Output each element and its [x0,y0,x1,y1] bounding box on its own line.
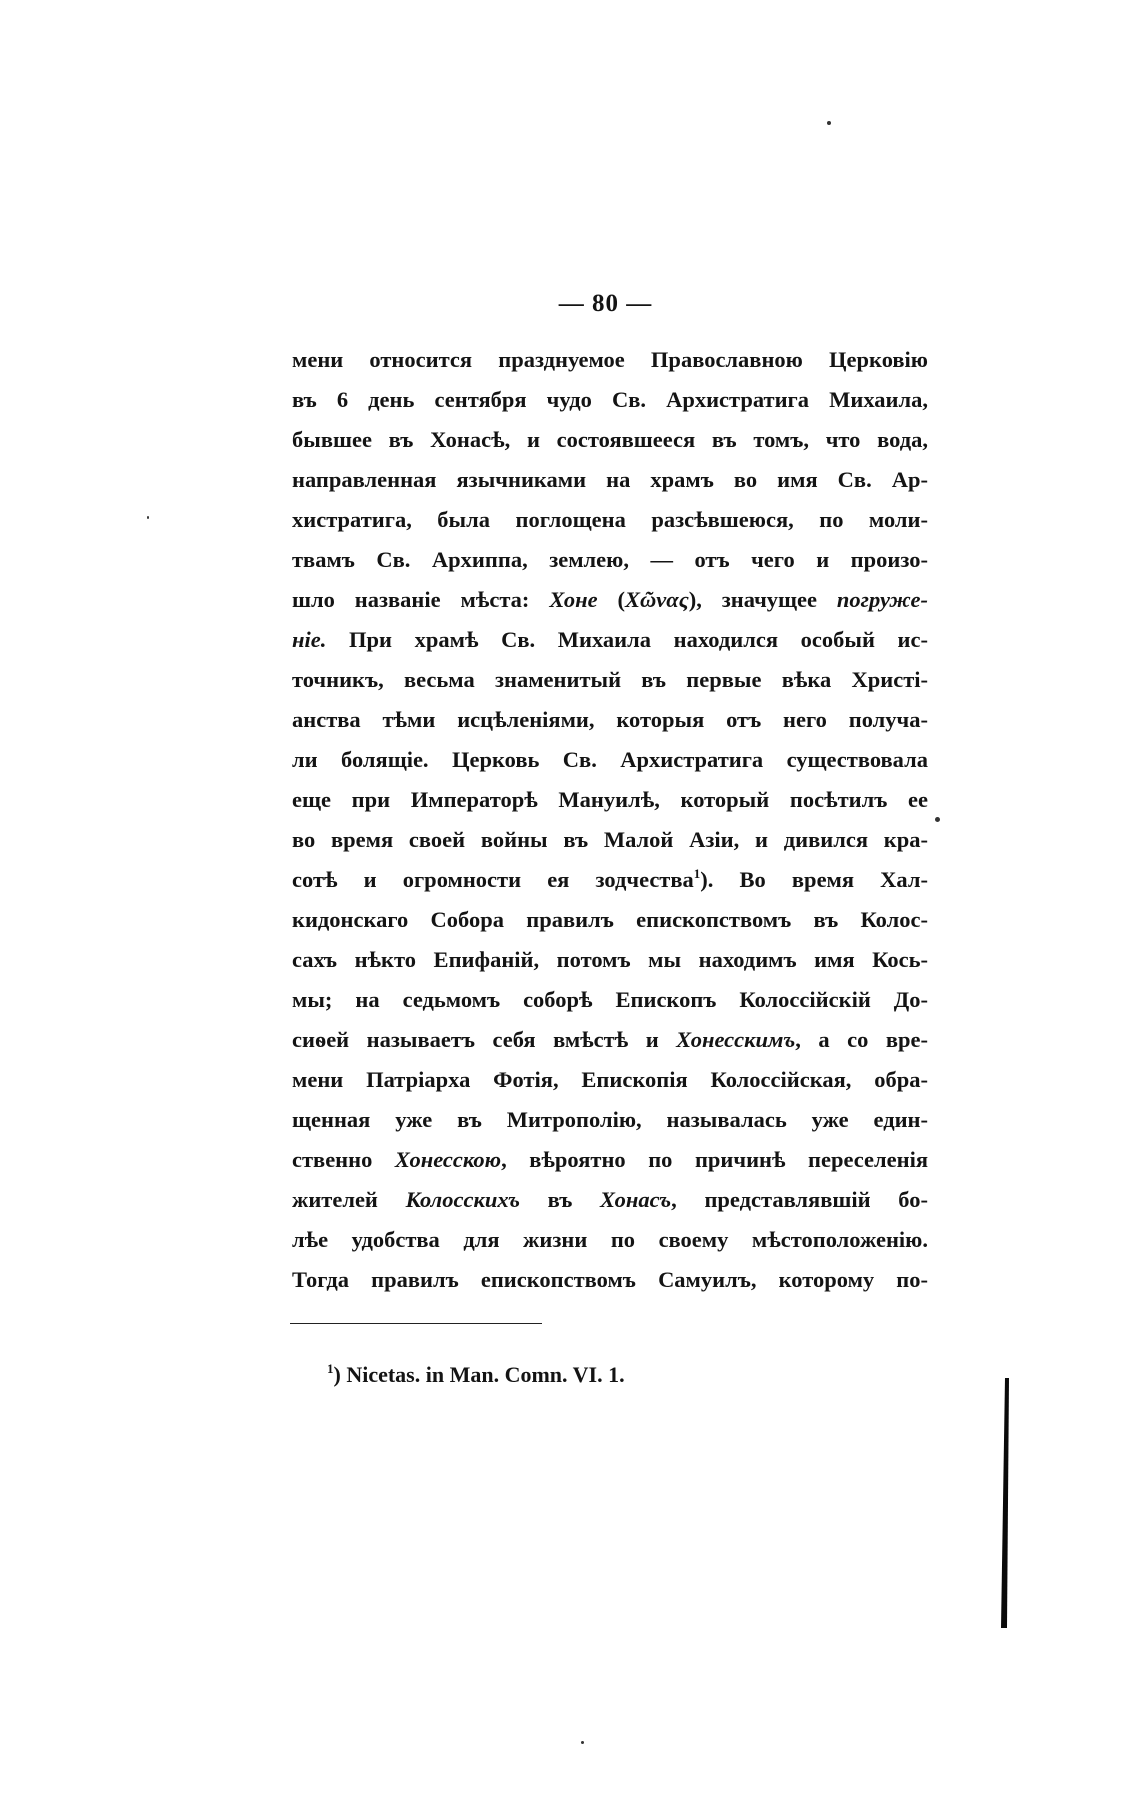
text-run: анства тѣми исцѣленіями, которыя отъ него получа- [292,707,928,732]
italic-term: Колосскихъ [405,1187,520,1212]
italic-term: Хонесскою [394,1147,502,1172]
footnote-marker: 1 [327,1361,334,1376]
text-line [292,1060,928,1100]
text-run: кидонскаго Собора правилъ епископствомъ въ Колос- [292,907,928,932]
text-run: Тогда правилъ епископствомъ Самуилъ, которому по- [292,1267,928,1292]
text-run: , а со вре- [795,1027,928,1052]
text-run: ли болящіе. Церковь Св. Архистратига существовала [292,747,928,772]
text-line [292,660,928,700]
text-line [292,460,928,500]
italic-term: Хоне [549,587,598,612]
italic-term: Хонесскимъ [676,1027,796,1052]
text-run: сиѳей называетъ себя вмѣстѣ и [292,1027,677,1052]
text-run: сахъ нѣкто Епифаній, потомъ мы находимъ имя Кось- [292,947,928,972]
scan-edge-mark [998,1378,1010,1628]
footnote-separator [290,1323,542,1324]
text-line [292,900,928,940]
scan-speck [935,817,940,822]
text-run: хистратига, была поглощена разсѣвшеюся, по моли- [292,507,928,532]
text-run: точникъ, весьма знаменитый въ первые вѣка Христі- [292,667,928,692]
text-line [292,700,928,740]
text-line [292,500,928,540]
text-line [292,1100,928,1140]
text-line [292,340,928,380]
text-line [292,740,928,780]
italic-term: погруже- [836,587,928,612]
text-run: въ [519,1187,601,1212]
text-run: щенная уже въ Митрополію, называлась уже един- [292,1107,928,1132]
text-run: бывшее въ Хонасѣ, и состоявшееся въ томъ, что вода, [292,427,928,452]
text-run: твамъ Св. Архиппа, землею, — отъ чего и произо- [292,547,928,572]
text-line [292,860,928,900]
text-run: мы; на седьмомъ соборѣ Епископъ Колоссійскій До- [292,987,928,1012]
footnote-reference: 1 [693,866,701,881]
text-line [292,580,928,620]
italic-term: Хонасъ [600,1187,672,1212]
text-line [292,1220,928,1260]
text-run: При храмѣ Св. Михаила находился особый ис- [326,627,928,652]
text-run: направленная язычниками на храмъ во имя Св. Ар- [292,467,928,492]
footnote [327,1358,625,1392]
text-line [292,540,928,580]
text-line [292,380,928,420]
text-run: ). Во время Хал- [700,867,928,892]
text-line [292,1180,928,1220]
body-text [292,340,928,1300]
text-run: лѣе удобства для жизни по своему мѣстоположенію. [292,1227,928,1252]
text-run: шло названіе мѣста: [292,587,550,612]
text-line [292,420,928,460]
text-run: жителей [292,1187,406,1212]
text-run: во время своей войны въ Малой Азіи, и дивился кра- [292,827,928,852]
text-run: ( [597,587,625,612]
text-line [292,780,928,820]
text-line [292,1020,928,1060]
text-run: ), значущее [688,587,837,612]
italic-term: ніе. [292,627,327,652]
text-run: въ 6 день сентября чудо Св. Архистратига Михаила, [292,387,928,412]
text-line [292,620,928,660]
page-number: — 80 — [558,290,653,317]
scan-speck [581,1741,584,1744]
scan-speck [147,516,149,519]
text-run: мени относится празднуемое Православною Церковію [292,347,928,372]
text-run: мени Патріарха Фотія, Епископія Колоссійская, обра- [292,1067,928,1092]
text-line [292,1140,928,1180]
text-line [292,820,928,860]
text-line [292,940,928,980]
text-line [292,1260,928,1300]
scan-speck [827,121,831,125]
italic-term: Χῶνας [625,587,689,612]
text-line [292,980,928,1020]
text-run: сотѣ и огромности ея зодчества [292,867,694,892]
text-run: ственно [292,1147,395,1172]
text-run: , вѣроятно по причинѣ переселенія [501,1147,928,1172]
text-run: еще при Императорѣ Мануилѣ, который посѣтилъ ее [292,787,928,812]
text-run: , представлявшій бо- [671,1187,928,1212]
footnote-text: ) Nicetas. in Man. Comn. VI. 1. [333,1362,625,1387]
